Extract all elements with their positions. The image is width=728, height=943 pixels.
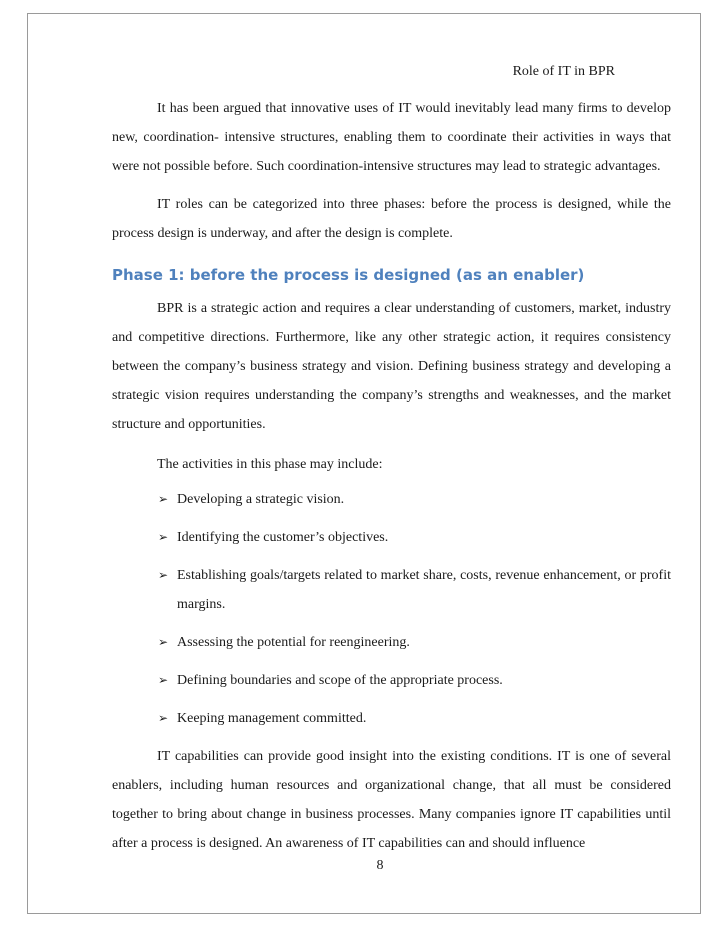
arrowhead-bullet-icon: ➢ [158,673,169,687]
arrowhead-bullet-icon: ➢ [158,530,169,544]
arrowhead-bullet-icon: ➢ [158,711,169,725]
list-item-text: Assessing the potential for reengineering. [177,635,410,650]
list-item [112,628,671,657]
list-item [112,523,671,552]
list-item-text: Developing a strategic vision. [177,492,345,507]
arrowhead-bullet-icon: ➢ [158,492,169,506]
list-item-text: Defining boundaries and scope of the appropriate process. [177,673,503,688]
list-item [112,704,671,733]
paragraph-2: IT roles can be categorized into three phases: before the process is designed, while the process design is underway, and after the design is complete. [112,197,671,241]
paragraph-1: It has been argued that innovative uses of IT would inevitably lead many firms to develop new, coordination- intensive structures, enabling them to coordinate their activities in ways that were not possible before. Such coordination-intensive structures may lead to strategic advantages. [112,101,671,174]
list-intro: The activities in this phase may include: [157,457,383,472]
running-header: Role of IT in BPR [512,64,615,79]
paragraph-3: BPR is a strategic action and requires a clear understanding of customers, market, industry and competitive directions. Furthermore, like any other strategic action, it requires consistency between the company’s business strategy and vision. Defining business strategy and developing a strategic vision requires understanding the company’s strengths and weaknesses, and the market structure and opportunities. [112,301,671,432]
list-item-text: Keeping management committed. [177,711,367,726]
arrowhead-bullet-icon: ➢ [158,568,169,582]
activities-list [112,485,671,733]
section-heading: Phase 1: before the process is designed (as an enabler) [112,266,585,284]
list-item [112,666,671,695]
list-item-text: Establishing goals/targets related to market share, costs, revenue enhancement, or profit margins. [177,568,671,612]
list-item [112,561,671,619]
page-content [112,94,671,858]
arrowhead-bullet-icon: ➢ [158,635,169,649]
document-page [27,13,701,914]
paragraph-4: IT capabilities can provide good insight into the existing conditions. IT is one of several enablers, including human resources and organizational change, that all must be considered together to bring about change in business processes. Many companies ignore IT capabilities until after a process is designed. An awareness of IT capabilities can and should influence [112,749,671,851]
list-item [112,485,671,514]
page-number: 8 [376,858,384,873]
list-item-text: Identifying the customer’s objectives. [177,530,389,545]
